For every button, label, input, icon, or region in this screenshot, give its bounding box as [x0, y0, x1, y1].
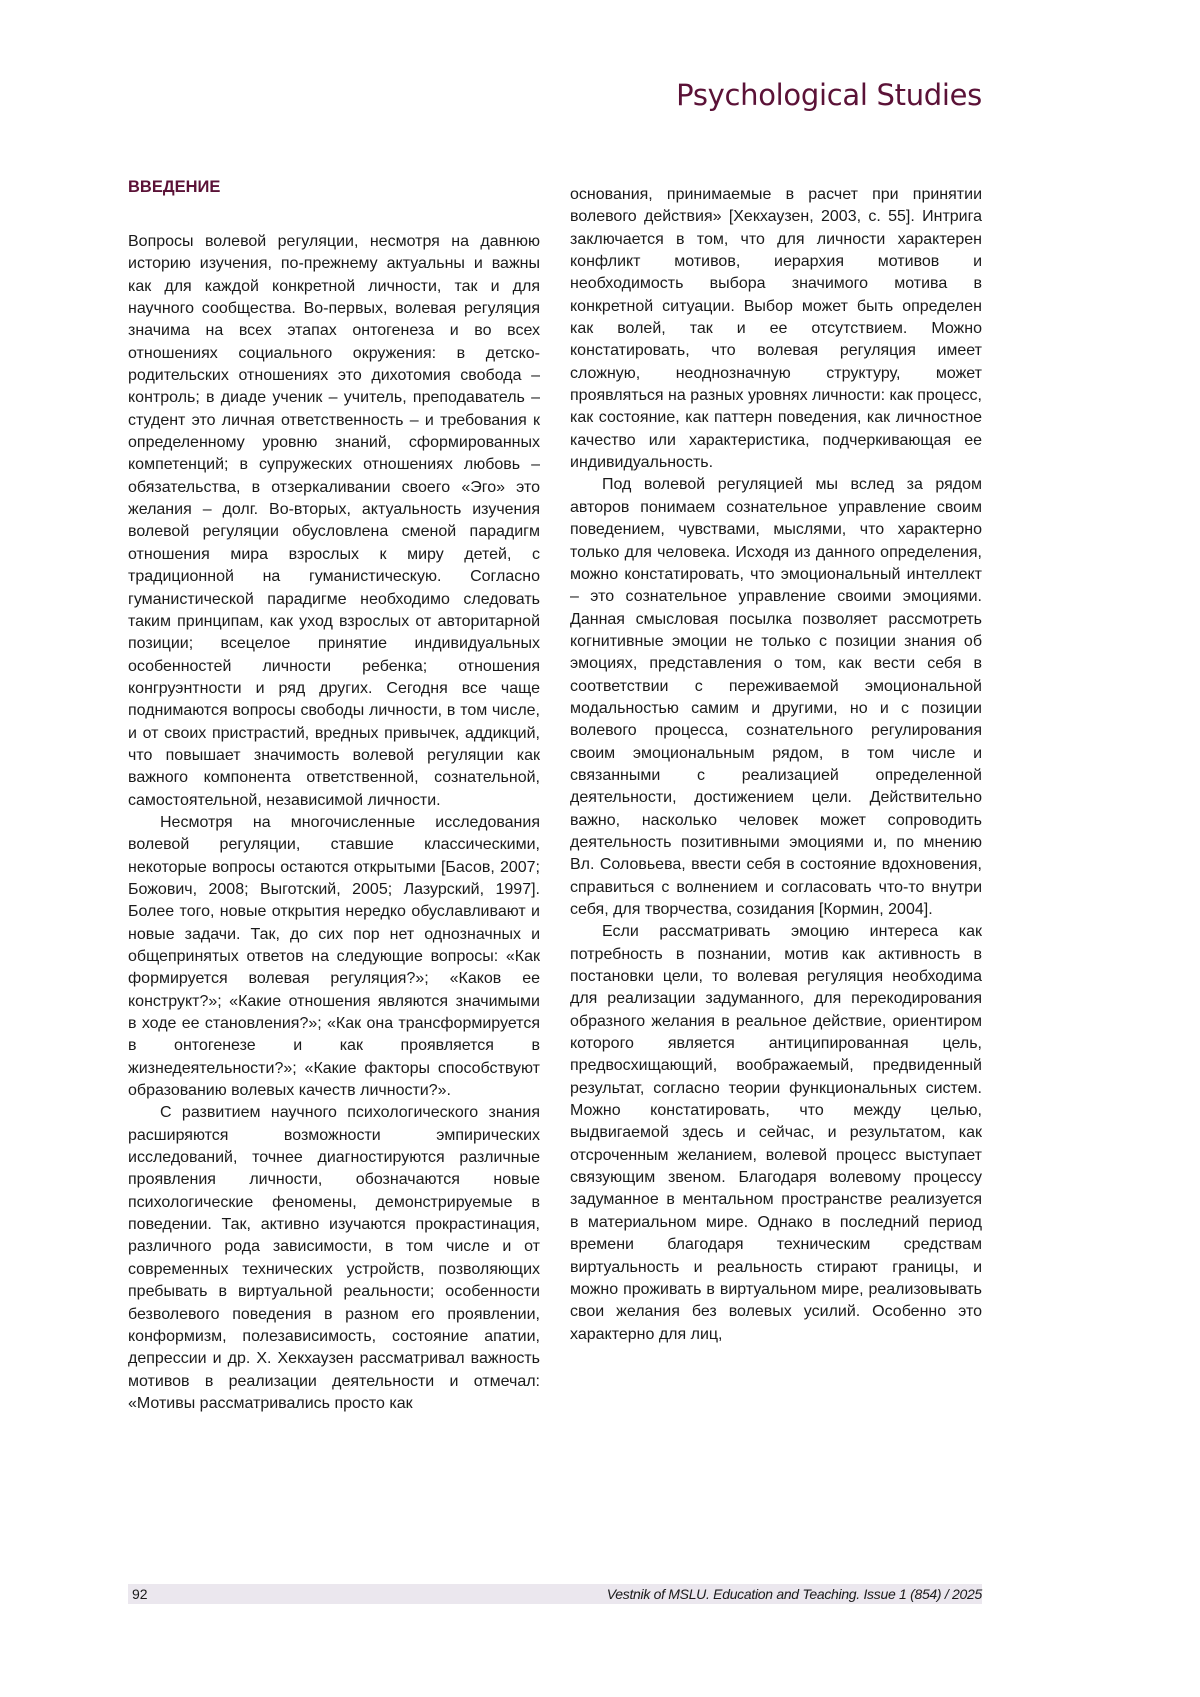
paragraph: основания, принимаемые в расчет при принятии волевого действия» [Хекхаузен, 2003, с. 55]. Интрига заключается в том, что для личности характерен конфликт мотивов, иерархия мотивов и необходимость выбора значимого мотива в конкретной ситуации. Выбор может быть определен как волей, так и ее отсутствием. Можно констатировать, что волевая регуляция имеет сложную, неоднозначную структуру, может проявляться на разных уровнях личности: как процесс, как состояние, как паттерн поведения, как личностное качество или характеристика, подчеркивающая ее индивидуальность. — [570, 184, 982, 474]
page-footer — [128, 1584, 982, 1604]
paragraph: С развитием научного психологического знания расширяются возможности эмпирических исследований, точнее диагностируются различные проявления личности, обозначаются новые психологические феномены, демонстрируемые в поведении. Так, активно изучаются прокрастинация, различного рода зависимости, в том числе и от современных технических устройств, позволяющих пребывать в виртуальной реальности; особенности безволевого поведения в разном его проявлении, конформизм, полезависимость, состояние апатии, депрессии и др. Х. Хекхаузен рассматривал важность мотивов в реализации деятельности и отмечал: «Мотивы рассматривались просто как — [128, 1102, 540, 1415]
left-column — [128, 176, 540, 1415]
journal-name: Vestnik of MSLU. Education and Teaching. Issue 1 (854) / 2025 — [607, 1584, 982, 1604]
journal-section-title: Psychological Studies — [676, 78, 982, 112]
paragraph: Если рассматривать эмоцию интереса как потребность в познании, мотив как активность в постановки цели, то волевая регуляция необходима для реализации задуманного, для перекодирования образного желания в реальное действие, ориентиром которого является антиципированная цель, предвосхищающий, воображаемый, предвиденный результат, согласно теории функциональных систем. Можно констатировать, что между целью, выдвигаемой здесь и сейчас, и результатом, как отсроченным желанием, волевой процесс выступает связующим звеном. Благодаря волевому процессу задуманное в ментальном пространстве реализуется в материальном мире. Однако в последний период времени благодаря техническим средствам виртуальность и реальность стирают границы, и можно проживать в виртуальном мире, реализовывать свои желания без волевых усилий. Особенно это характерно для лиц, — [570, 921, 982, 1346]
paragraph: Вопросы волевой регуляции, несмотря на давнюю историю изучения, по-прежнему актуальны и важны как для каждой конкретной личности, так и для научного сообщества. Во-первых, волевая регуляция значима на всех этапах онтогенеза и во всех отношениях социального окружения: в детско-родительских отношениях это дихотомия свобода – контроль; в диаде ученик – учитель, преподаватель – студент это личная ответственность – и требования к определенному уровню знаний, сформированных компетенций; в супружеских отношениях любовь – обязательства, в отзеркаливании своего «Эго» это желания – долг. Во-вторых, актуальность изучения волевой регуляции обусловлена сменой парадигм отношения мира взрослых к миру детей, с традиционной на гуманистическую. Согласно гуманистической парадигме необходимо следовать таким принципам, как уход взрослых от авторитарной позиции; всецелое принятие индивидуальных особенностей личности ребенка; отношения конгруэнтности и ряд других. Сегодня все чаще поднимаются вопросы свободы личности, в том числе, и от своих пристрастий, вредных привычек, аддикций, что повышает значимость волевой регуляции как важного компонента ответственной, сознательной, самостоятельной, независимой личности. — [128, 231, 540, 812]
paragraph: Несмотря на многочисленные исследования волевой регуляции, ставшие классическими, некоторые вопросы остаются открытыми [Басов, 2007; Божович, 2008; Выготский, 2005; Лазурский, 1997]. Более того, новые открытия нередко обуславливают и новые задачи. Так, до сих пор нет однозначных и общепринятых ответов на следующие вопросы: «Как формируется волевая регуляция?»; «Каков ее конструкт?»; «Какие отношения являются значимыми в ходе ее становления?»; «Как она трансформируется в онтогенезе и как проявляется в жизнедеятельности?»; «Какие факторы способствуют образованию волевых качеств личности?». — [128, 812, 540, 1102]
page-number: 92 — [132, 1584, 148, 1604]
section-heading: ВВЕДЕНИЕ — [128, 176, 540, 198]
right-column — [570, 184, 982, 1346]
paragraph: Под волевой регуляцией мы вслед за рядом авторов понимаем сознательное управление своим поведением, чувствами, мыслями, что характерно только для человека. Исходя из данного определения, можно констатировать, что эмоциональный интеллект – это сознательное управление своими эмоциями. Данная смысловая посылка позволяет рассмотреть когнитивные эмоции не только с позиции знания об эмоциях, представления о том, как вести себя в соответствии с переживаемой эмоциональной модальностью самим и другими, но и с позиции волевого процесса, сознательного регулирования своим эмоциональным рядом, в том числе и связанными с реализацией определенной деятельности, достижением цели. Действительно важно, насколько человек может сопроводить деятельность позитивными эмоциями и, по мнению Вл. Соловьева, ввести себя в состояние вдохновения, справиться с волнением и согласовать что-то внутри себя, для творчества, созидания [Кормин, 2004]. — [570, 474, 982, 921]
